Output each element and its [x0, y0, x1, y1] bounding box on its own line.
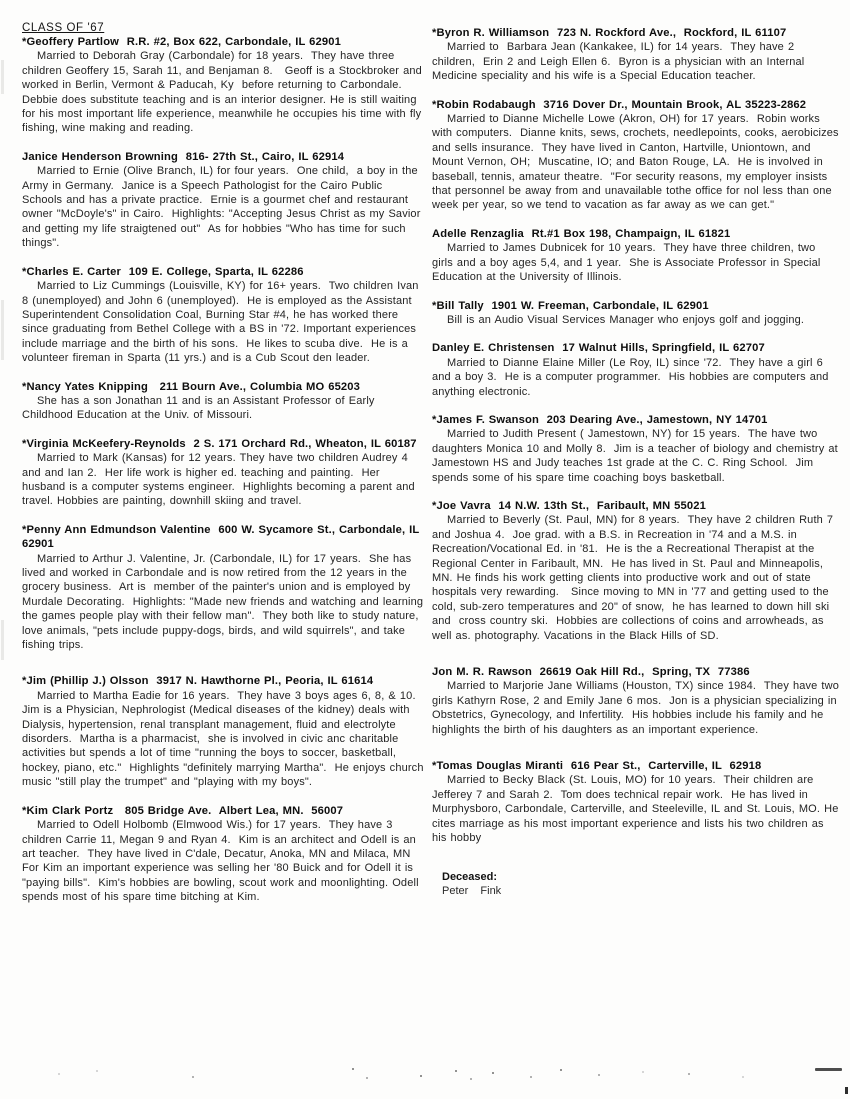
scan-speck	[455, 1070, 457, 1072]
scan-speck	[742, 1076, 744, 1078]
scan-edge-smudge	[1, 300, 4, 360]
deceased-name: Peter Fink	[442, 884, 502, 897]
entry-name: *Nancy Yates Knipping 211 Bourn Ave., Columbia MO 65203	[22, 380, 361, 393]
scan-edge-smudge	[1, 60, 4, 94]
entry-body: Married to Mark (Kansas) for 12 years. They have two children Audrey 4 and and Ian 2. Her life work is higher ed. teaching and painting. Her husband is a computer systems engineer. Highlights becoming a parent and travel. Hobbies are painting, downhill skiing and travel.	[22, 452, 419, 508]
alumni-entry-danley-christensen	[432, 341, 839, 399]
entry-name: *James F. Swanson 203 Dearing Ave., Jamestown, NY 14701	[432, 413, 768, 426]
entry-name: *Robin Rodabaugh 3716 Dover Dr., Mountain Brook, AL 35223-2862	[432, 98, 807, 111]
alumni-entry-geoffery-partlow	[22, 35, 426, 136]
alumni-entry-bill-tally	[432, 299, 839, 328]
entry-body: Married to Barbara Jean (Kankakee, IL) for 14 years. They have 2 children, Erin 2 and Leigh Ellen 6. Byron is a physician with an Internal Medicine speciality and his wife is a Special Education teacher.	[432, 41, 809, 83]
entry-body: Bill is an Audio Visual Services Manager who enjoys golf and jogging.	[447, 313, 805, 326]
scan-speck	[642, 1071, 644, 1073]
alumni-entry-virginia-mckeefery	[22, 437, 426, 509]
entry-body: Married to Judith Present ( Jamestown, NY) for 15 years. The have two daughters Monica 10 and Molly 8. Jim is a teacher of biology and chemistry at Jamestown HS and Judy teaches 1st grade at the C. C. Ring School. Jim spends some of his spare time coaching boys basketball.	[432, 428, 842, 484]
alumni-entry-joe-vavra	[432, 499, 839, 643]
entry-body: Married to Beverly (St. Paul, MN) for 8 years. They have 2 children Ruth 7 and Joshua 4. Joe grad. with a B.S. in Recreation in '74 and a M.S. in Recreation/Vocational Ed. in '81. He is the a Recreational Therapist at the Regional Center in Faribault, MN. He has lived in St. Paul and Minneapolis, MN. He finds his work getting clients into productive work and out of state hospitals very rewarding. Since moving to MN in '77 and getting used to the cold, sub-zero temperatures and 20" of snow, he has learned to down hill ski and cross country ski. Hobbies are collections of coins and arrowheads, as well as. photography. Vacations in the Black Hills of SD.	[432, 514, 838, 642]
entry-body: Married to James Dubnicek for 10 years. They have three children, two girls and a boy ages 5,4, and 1 year. She is Associate Professor in Special Education at the University of Illinois.	[432, 242, 825, 284]
alumni-entry-robin-rodabaugh	[432, 98, 843, 213]
scan-speck	[420, 1075, 422, 1077]
entry-name: *Joe Vavra 14 N.W. 13th St., Faribault, MN 55021	[432, 499, 707, 512]
alumni-entry-james-swanson	[432, 413, 842, 485]
entry-body: Married to Dianne Elaine Miller (Le Roy, IL) since '72. They have a girl 6 and a boy 3. He is a computer programmer. His hobbies are computers and anything electronic.	[432, 356, 833, 398]
scan-speck	[96, 1070, 98, 1072]
left-column	[22, 22, 426, 919]
scan-speck	[58, 1073, 60, 1075]
alumni-entry-charles-carter	[22, 265, 426, 366]
entry-body: Married to Arthur J. Valentine, Jr. (Carbondale, IL) for 17 years. She has lived and worked in Carbondale and is now retired from the 12 years in the grocery business. Art is member of the painter's union and is employed by Murdale Decorating. Highlights: "Made new friends and watching and learning the games people play with their fellow man". They both like to study nature, love animals, "pets include puppy-dogs, birds, and wild squirrels", and take fishing trips.	[22, 552, 428, 652]
right-column	[432, 26, 844, 898]
alumni-entry-janice-browning	[22, 150, 426, 251]
entry-name: Adelle Renzaglia Rt.#1 Box 198, Champaign, IL 61821	[432, 227, 731, 240]
entry-body: Married to Marjorie Jane Williams (Houston, TX) since 1984. They have two girls Kathyrn Rose, 2 and Emily Jane 6 mos. Jon is a physician specializing in Obstetrics, Gynecology, and Infertility. His hobbies include his family and he highlights the birth of his daughters as an important experience.	[432, 680, 844, 736]
alumni-entry-kim-portz	[22, 804, 426, 905]
entry-name: Danley E. Christensen 17 Walnut Hills, Springfield, IL 62707	[432, 342, 765, 355]
entry-name: *Tomas Douglas Miranti 616 Pear St., Carterville, IL 62918	[432, 760, 762, 773]
entry-body: Married to Martha Eadie for 16 years. They have 3 boys ages 6, 8, & 10. Jim is a Physician, Nephrologist (Medical diseases of the kidney) deals with Dialysis, hypertension, renal transplant management, fluid and electrolyte disorders. Martha is a pharmacist, she is involved in civic anc charitable activities but spends a lot of time "running the boys to soccer, basketball, hockey, piano, etc." Highlights "definitely marrying Martha". He enjoys church music "still play the trumpet" and "playing with my boys".	[22, 689, 428, 789]
scan-speck	[192, 1076, 194, 1078]
alumni-entry-jim-olsson	[22, 674, 426, 789]
entry-name: *Virginia McKeefery-Reynolds 2 S. 171 Orchard Rd., Wheaton, IL 60187	[22, 437, 417, 450]
alumni-entry-jon-rawson	[432, 665, 844, 737]
alumni-entry-tomas-miranti	[432, 759, 843, 845]
entry-name: *Bill Tally 1901 W. Freeman, Carbondale, IL 62901	[432, 299, 709, 312]
entry-name: *Jim (Phillip J.) Olsson 3917 N. Hawthorne Pl., Peoria, IL 61614	[22, 675, 374, 688]
entry-name: Jon M. R. Rawson 26619 Oak Hill Rd., Spring, TX 77386	[432, 666, 750, 679]
entry-name: *Penny Ann Edmundson Valentine 600 W. Sycamore St., Carbondale, IL 62901	[22, 523, 427, 551]
entry-name: Janice Henderson Browning 816- 27th St., Cairo, IL 62914	[22, 150, 345, 163]
scan-corner-mark	[845, 1087, 848, 1094]
scan-speck	[560, 1069, 562, 1071]
scan-dash-mark	[815, 1068, 842, 1071]
entry-body: Married to Odell Holbomb (Elmwood Wis.) for 17 years. They have 3 children Carrie 11, Megan 9 and Ryan 4. Kim is an architect and Odell is an art teacher. They have lived in C'dale, Decatur, Anoka, MN and Milaca, MN For Kim an important experience was selling her '80 Buick and for Odell it is "paying bills". Kim's hobbies are bowling, scout work and moonlighting. Odell spends most of his spare time bitching at Kim.	[22, 819, 423, 904]
entry-name: *Charles E. Carter 109 E. College, Sparta, IL 62286	[22, 265, 304, 278]
alumni-entry-penny-valentine	[22, 523, 426, 653]
entry-name: *Kim Clark Portz 805 Bridge Ave. Albert Lea, MN. 56007	[22, 804, 344, 817]
entry-body: Married to Dianne Michelle Lowe (Akron, OH) for 17 years. Robin works with computers. Dianne knits, sews, crochets, needlepoints, cooks, aerobicizes and sells insurance. They have lived in Canton, Hartville, Uniontown, and Mount Vernon, OH; Muscatine, IO; and Baton Rouge, LA. He is involved in baseball, tennis, amateur theatre. "For security reasons, my employer insists that personnel be away from and unavailable tothe office for nol less than one week per year, so we tend to vacation as far away as we can get."	[432, 113, 843, 212]
entry-body: Married to Deborah Gray (Carbondale) for 18 years. They have three children Geoffery 15, Sarah 11, and Benjaman 8. Geoff is a Stockbroker and worked in Berlin, Vermont & Paducah, Ky before returning to Carbondale. Debbie does substitute teaching and is an interior designer. He is still waiting for his most important life experience, meanwhile he occupies his time with fly fishing, wine making and reading.	[22, 50, 426, 135]
scan-speck	[366, 1077, 368, 1079]
alumni-entry-byron-williamson	[432, 26, 839, 84]
page-title: CLASS OF '67	[22, 22, 105, 34]
entry-name: *Geoffery Partlow R.R. #2, Box 622, Carbondale, IL 62901	[22, 36, 342, 48]
scan-speck	[352, 1068, 354, 1070]
entry-body: Married to Becky Black (St. Louis, MO) for 10 years. Their children are Jefferey 7 and Sarah 2. Tom does technical repair work. He has lived in Murphysboro, Carbondale, Carterville, and Steeleville, IL and St. Louis, MO. He cites marriage as his most important experience and lists his two children as his hobby	[432, 774, 843, 845]
alumni-entry-adelle-renzaglia	[432, 227, 839, 285]
scan-speck	[688, 1073, 690, 1075]
scan-speck	[530, 1076, 532, 1078]
entry-name: *Byron R. Williamson 723 N. Rockford Ave., Rockford, IL 61107	[432, 27, 787, 39]
deceased-section	[432, 870, 839, 899]
scan-speck	[598, 1074, 600, 1076]
alumni-entry-nancy-knipping	[22, 380, 426, 423]
scan-speck	[492, 1072, 494, 1074]
entry-body: Married to Liz Cummings (Louisville, KY) for 16+ years. Two children Ivan 8 (unemployed) and John 6 (unemployed). He is employed as the Assistant Superintendent Consolidation Coal, Burning Star #4, he has worked there since graduating from Bethel College with a BS in '72. Important experiences include marriage and the birth of his sons. He likes to scuba dive. He is a volunteer fireman in Sparta (11 yrs.) and is a Cub Scout den leader.	[22, 280, 423, 365]
entry-body: Married to Ernie (Olive Branch, IL) for four years. One child, a boy in the Army in Germany. Janice is a Speech Pathologist for the Cairo Public Schools and has a private practice. Ernie is a gourmet chef and restaurant owner "McDoyle's" in Cairo. Highlights: "Accepting Jesus Christ as my Savior and getting my life straigtened out" As for hobbies "Who has time for such things".	[22, 165, 425, 250]
deceased-label: Deceased:	[442, 870, 498, 883]
scan-speck	[470, 1078, 472, 1080]
scan-edge-smudge	[1, 620, 4, 660]
entry-body: She has a son Jonathan 11 and is an Assistant Professor of Early Childhood Education at the Univ. of Missouri.	[22, 394, 379, 422]
